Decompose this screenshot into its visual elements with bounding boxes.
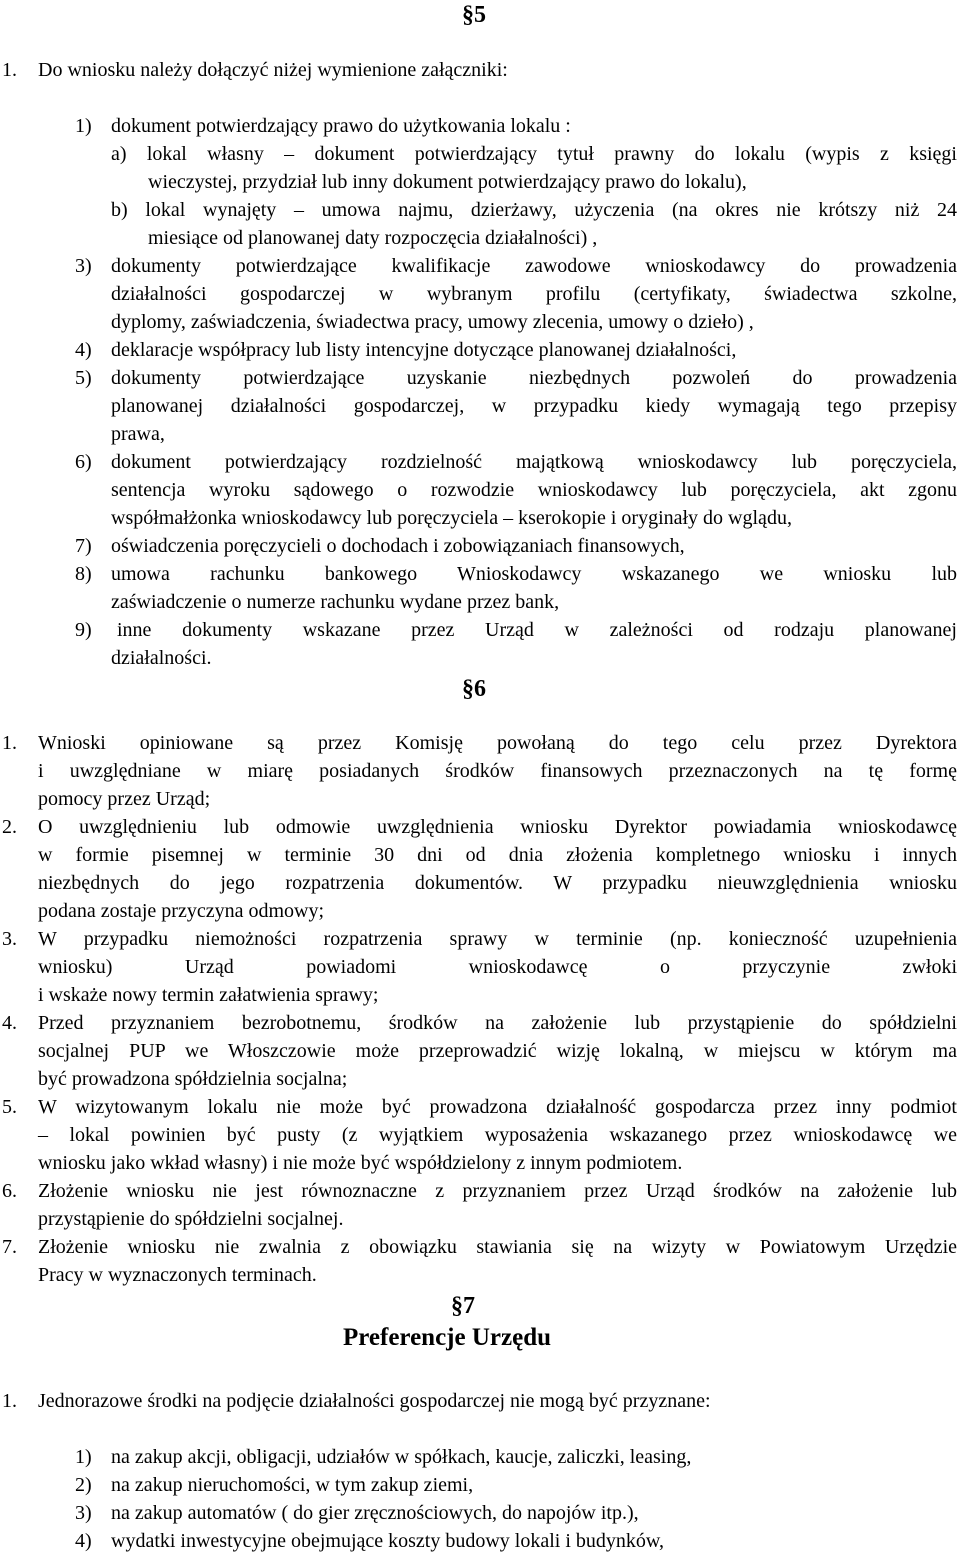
paragraph-line: wniosku) Urząd powiadomi wnioskodawcę o przyczynie zwłoki xyxy=(38,956,957,978)
paragraph-line: W wizytowanym lokalu nie może być prowadzona działalność gospodarcza przez inny podmiot xyxy=(38,1096,957,1118)
paragraph-line: O uwzględnieniu lub odmowie uwzględnienia wniosku Dyrektor powiadamia wnioskodawcę xyxy=(38,816,957,838)
list-item-line: współmałżonka wnioskodawcy lub poręczyciela – kserokopie i oryginały do wglądu, xyxy=(111,507,792,529)
item-number: 5) xyxy=(75,367,92,389)
item-number: 3. xyxy=(2,928,17,950)
list-item-line: planowanej działalności gospodarczej, w przypadku kiedy wymagają tego przepisy xyxy=(111,395,957,417)
item-number: 3) xyxy=(75,1502,92,1524)
paragraph-line: Wnioski opiniowane są przez Komisję powołaną do tego celu przez Dyrektora xyxy=(38,732,957,754)
paragraph-line: W przypadku niemożności rozpatrzenia sprawy w terminie (np. konieczność uzupełnienia xyxy=(38,928,957,950)
paragraph-line: i wskaże nowy termin załatwienia sprawy; xyxy=(38,984,379,1006)
paragraph-line: przystąpienie do spółdzielni socjalnej. xyxy=(38,1208,344,1230)
section-title: Preferencje Urzędu xyxy=(343,1324,551,1351)
paragraph-line: Złożenie wniosku nie zwalnia z obowiązku stawiania się na wizyty w Powiatowym Urzędzie xyxy=(38,1236,957,1258)
item-number: 2. xyxy=(2,816,17,838)
item-number: 6. xyxy=(2,1180,17,1202)
paragraph-line: socjalnej PUP we Włoszczowie może przeprowadzić wizję lokalną, w miejscu w którym ma xyxy=(38,1040,957,1062)
list-item-line: dyplomy, zaświadczenia, świadectwa pracy, umowy zlecenia, umowy o dzieło) , xyxy=(111,311,754,333)
paragraph-line: być prowadzona spółdzielnia socjalna; xyxy=(38,1068,348,1090)
item-number: 4) xyxy=(75,339,92,361)
item-number: 2) xyxy=(75,1474,92,1496)
paragraph-line: Do wniosku należy dołączyć niżej wymienione załączniki: xyxy=(38,59,508,81)
paragraph-line: wniosku jako wkład własny) i nie może być współdzielony z innym podmiotem. xyxy=(38,1152,683,1174)
list-item-line: sentencja wyroku sądowego o rozwodzie wnioskodawcy lub poręczyciela, akt zgonu xyxy=(111,479,957,501)
list-item-line: dokumenty potwierdzające uzyskanie niezbędnych pozwoleń do prowadzenia xyxy=(111,367,957,389)
item-number: 7. xyxy=(2,1236,17,1258)
item-number: 7) xyxy=(75,535,92,557)
item-number: 1) xyxy=(75,115,92,137)
paragraph-line: Złożenie wniosku nie jest równoznaczne z przyznaniem przez Urząd środków na założenie lub xyxy=(38,1180,957,1202)
list-item-line: dokument potwierdzający rozdzielność majątkową wnioskodawcy lub poręczyciela, xyxy=(111,451,957,473)
section-6-heading: §6 xyxy=(462,676,486,702)
item-number: 9) xyxy=(75,619,92,641)
item-number: 1. xyxy=(2,732,17,754)
list-item-line: zaświadczenie o numerze rachunku wydane przez bank, xyxy=(111,591,560,613)
list-item: dokument potwierdzający prawo do użytkowania lokalu : xyxy=(111,115,571,137)
list-item: na zakup akcji, obligacji, udziałów w spółkach, kaucje, zaliczki, leasing, xyxy=(111,1446,692,1468)
list-item-line: wieczystej, przydział lub inny dokument potwierdzający prawo do lokalu), xyxy=(148,171,747,193)
paragraph-line: Przed przyznaniem bezrobotnemu, środków na założenie lub przystąpienie do spółdzielni xyxy=(38,1012,957,1034)
item-number: 3) xyxy=(75,255,92,277)
list-item-line: działalności gospodarczej w wybranym profilu (certyfikaty, świadectwa szkolne, xyxy=(111,283,957,305)
list-item: b) lokal wynajęty – umowa najmu, dzierżawy, użyczenia (na okres nie krótszy niż 24 xyxy=(111,199,957,221)
paragraph-line: podana zostaje przyczyna odmowy; xyxy=(38,900,325,922)
list-item: na zakup automatów ( do gier zręcznościowych, do napojów itp.), xyxy=(111,1502,639,1524)
paragraph-line: pomocy przez Urząd; xyxy=(38,788,211,810)
paragraph-line: – lokal powinien być pusty (z wyjątkiem wyposażenia wskazanego przez wnioskodawcę we xyxy=(38,1124,957,1146)
item-number: 1) xyxy=(75,1446,92,1468)
list-item-line: oświadczenia poręczycieli o dochodach i zobowiązaniach finansowych, xyxy=(111,535,685,557)
list-item-line: prawa, xyxy=(111,423,165,445)
section-number: 7 xyxy=(463,1293,475,1319)
section-7-heading: §7 xyxy=(451,1293,475,1319)
list-item: na zakup nieruchomości, w tym zakup ziemi, xyxy=(111,1474,474,1496)
section-5-heading: §5 xyxy=(462,2,486,28)
paragraph-line: Pracy w wyznaczonych terminach. xyxy=(38,1264,317,1286)
item-number: 8) xyxy=(75,563,92,585)
section-number: 6 xyxy=(474,676,486,702)
paragraph-line: niezbędnych do jego rozpatrzenia dokumentów. W przypadku nieuwzględnienia wniosku xyxy=(38,872,957,894)
item-number: 4. xyxy=(2,1012,17,1034)
item-number: 4) xyxy=(75,1530,92,1552)
item-number: 5. xyxy=(2,1096,17,1118)
item-number: 6) xyxy=(75,451,92,473)
list-item: a) lokal własny – dokument potwierdzający tytuł prawny do lokalu (wypis z księgi xyxy=(111,143,957,165)
list-item-line: inne dokumenty wskazane przez Urząd w zależności od rodzaju planowanej xyxy=(117,619,957,641)
paragraph-line: i uwzględniane w miarę posiadanych środków finansowych przeznaczonych na tę formę xyxy=(38,760,957,782)
list-item-line: działalności. xyxy=(111,647,212,669)
paragraph-line: w formie pisemnej w terminie 30 dni od dnia złożenia kompletnego wniosku i innych xyxy=(38,844,957,866)
item-number: 1. xyxy=(2,1390,17,1412)
list-item-line: umowa rachunku bankowego Wnioskodawcy wskazanego we wniosku lub xyxy=(111,563,957,585)
list-item-line: dokumenty potwierdzające kwalifikacje zawodowe wnioskodawcy do prowadzenia xyxy=(111,255,957,277)
paragraph-line: Jednorazowe środki na podjęcie działalności gospodarczej nie mogą być przyznane: xyxy=(38,1390,711,1412)
list-item-line: miesiące od planowanej daty rozpoczęcia działalności) , xyxy=(148,227,598,249)
item-number: 1. xyxy=(2,59,17,81)
list-item: wydatki inwestycyjne obejmujące koszty budowy lokali i budynków, xyxy=(111,1530,665,1552)
list-item-line: deklaracje współpracy lub listy intencyjne dotyczące planowanej działalności, xyxy=(111,339,737,361)
